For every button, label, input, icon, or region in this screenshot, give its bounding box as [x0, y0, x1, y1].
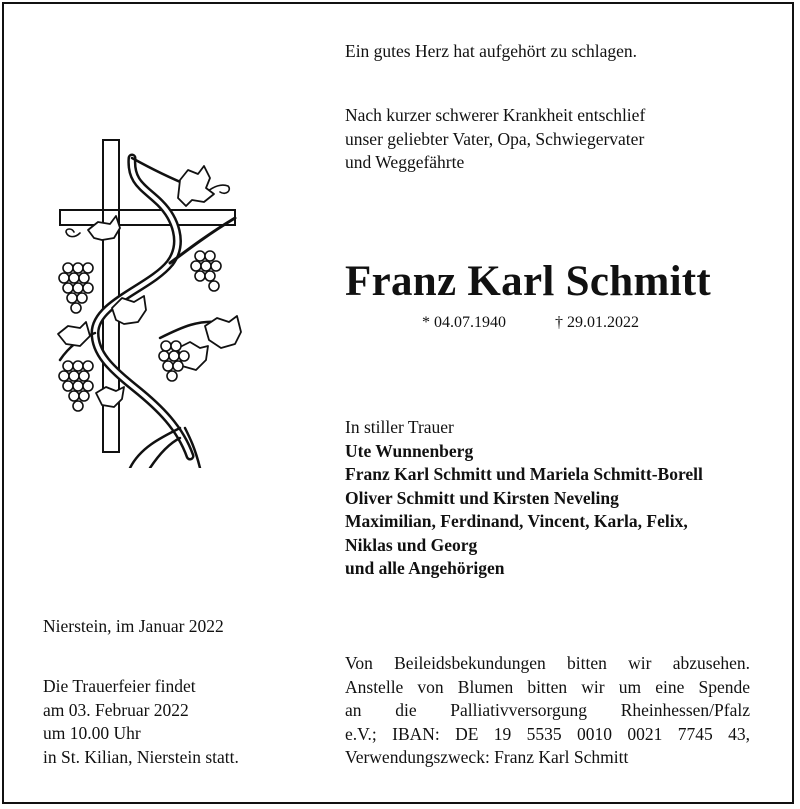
funeral-line: am 03. Februar 2022	[43, 699, 189, 720]
donation-line: Von Beileidsbekundungen bitten wir abzusehen.	[345, 653, 750, 673]
birth-date: * 04.07.1940	[422, 314, 506, 331]
donation-line: e.V.; IBAN: DE 19 5535 0010 0021 7745 43,	[345, 723, 750, 744]
mourners-block	[345, 416, 703, 581]
cross-with-grapevine-icon	[40, 138, 250, 468]
place-date: Nierstein, im Januar 2022	[43, 616, 224, 636]
donation-note	[345, 652, 750, 770]
mourner-name: und alle Angehörigen	[345, 558, 505, 578]
announcement-text	[345, 104, 645, 175]
funeral-line: Die Trauerfeier findet	[43, 676, 196, 696]
intro-line: Ein gutes Herz hat aufgehört zu schlagen.	[345, 41, 638, 61]
mourner-name: Oliver Schmitt und Kirsten Neveling	[345, 487, 619, 508]
announcement-line: und Weggefährte	[345, 152, 465, 172]
funeral-line: in St. Kilian, Nierstein statt.	[43, 746, 239, 767]
death-date: † 29.01.2022	[555, 314, 639, 331]
announcement-line: Nach kurzer schwerer Krankheit entschlief	[345, 105, 646, 125]
mourner-name: Maximilian, Ferdinand, Vincent, Karla, Felix,	[345, 511, 688, 531]
announcement-line: unser geliebter Vater, Opa, Schwiegervater	[345, 128, 645, 149]
funeral-info	[43, 675, 239, 769]
deceased-name: Franz Karl Schmitt	[345, 258, 712, 305]
donation-line: an die Palliativversorgung Rheinhessen/Pfalz	[345, 700, 750, 720]
mourners-heading: In stiller Trauer	[345, 417, 454, 437]
mourner-name: Franz Karl Schmitt und Mariela Schmitt-Borell	[345, 464, 703, 484]
mourner-name: Niklas und Georg	[345, 534, 478, 555]
mourner-name: Ute Wunnenberg	[345, 440, 474, 461]
funeral-line: um 10.00 Uhr	[43, 723, 141, 743]
donation-line: Verwendungszweck: Franz Karl Schmitt	[345, 747, 629, 767]
donation-line: Anstelle von Blumen bitten wir um eine Spende	[345, 676, 750, 697]
